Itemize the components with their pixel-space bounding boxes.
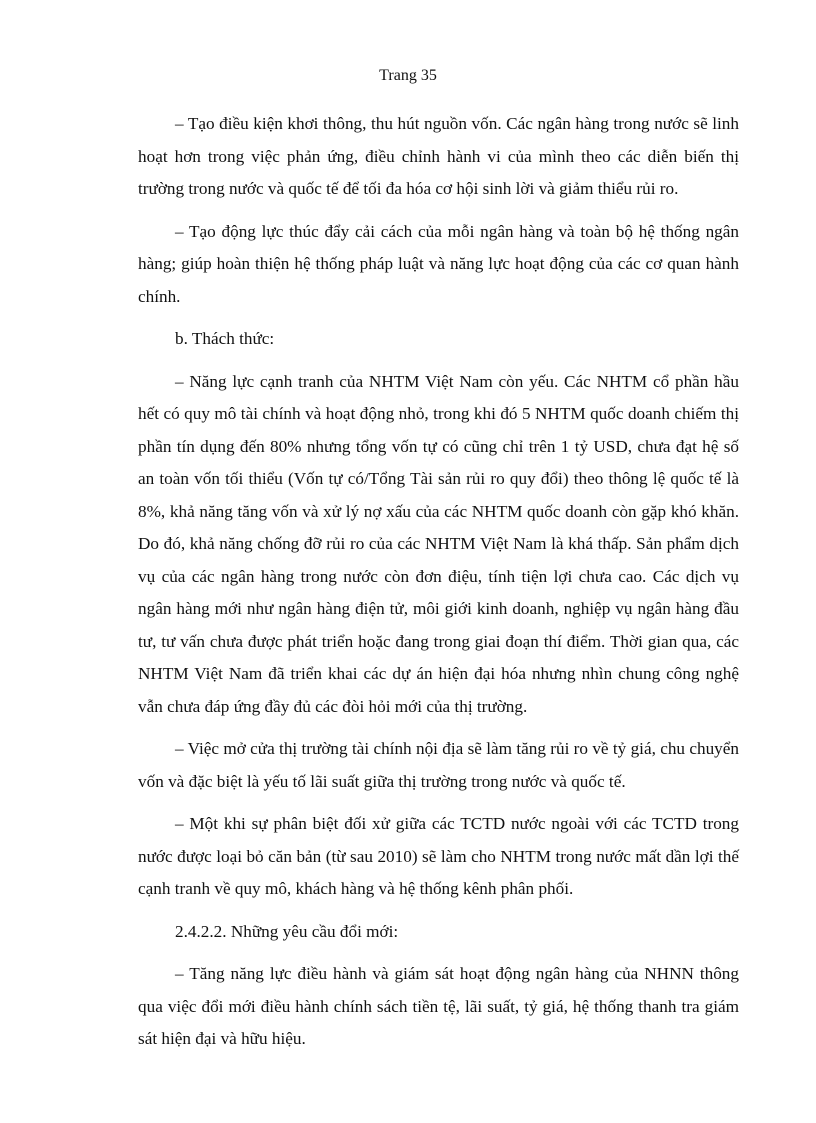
section-heading-renewal-requirements: 2.4.2.2. Những yêu cầu đổi mới: <box>175 921 399 941</box>
paragraph-capital-access: – Tạo điều kiện khơi thông, thu hút nguồn vốn. Các ngân hàng trong nước sẽ linh hoạt hơn trong việc phản ứng, điều chỉnh hành vi của mình theo các diễn biến thị trường trong nước và quốc tế để tối đa hóa cơ hội sinh lời và giảm thiểu rủi ro. <box>138 114 739 198</box>
paragraph-sbv-capacity: – Tăng năng lực điều hành và giám sát hoạt động ngân hàng của NHNN thông qua việc đổi mới điều hành chính sách tiền tệ, lãi suất, tỷ giá, hệ thống thanh tra giám sát hiện đại và hữu hiệu. <box>138 964 739 1048</box>
paragraph-reform-motivation: – Tạo động lực thúc đẩy cải cách của mỗi ngân hàng và toàn bộ hệ thống ngân hàng; giúp hoàn thiện hệ thống pháp luật và năng lực hoạt động của các cơ quan hành chính. <box>138 221 739 306</box>
paragraph-discrimination-removal: – Một khi sự phân biệt đối xử giữa các TCTD nước ngoài với các TCTD trong nước được loại bỏ căn bản (từ sau 2010) sẽ làm cho NHTM trong nước mất dần lợi thế cạnh tranh về quy mô, khách hàng và hệ thống kênh phân phối. <box>138 814 739 898</box>
section-heading-challenges: b. Thách thức: <box>175 329 275 348</box>
paragraph-competitiveness: – Năng lực cạnh tranh của NHTM Việt Nam còn yếu. Các NHTM cổ phần hầu hết có quy mô tài chính và hoạt động nhỏ, trong khi đó 5 NHTM quốc doanh chiếm thị phần tín dụng đến 80% nhưng tổng vốn tự có cũng chỉ trên 1 tỷ USD, chưa đạt hệ số an toàn vốn tối thiểu (Vốn tự có/Tổng Tài sản rủi ro quy đổi) theo thông lệ quốc tế là 8%, khả năng tăng vốn và xử lý nợ xấu của các NHTM quốc doanh còn gặp khó khăn. Do đó, khả năng chống đỡ rủi ro của các NHTM Việt Nam là khá thấp. Sản phẩm dịch vụ của các ngân hàng trong nước còn đơn điệu, tính tiện lợi chưa cao. Các dịch vụ ngân hàng mới như ngân hàng điện tử, môi giới kinh doanh, nghiệp vụ ngân hàng đầu tư, tư vấn chưa được phát triển hoặc đang trong giai đoạn thí điểm. Thời gian qua, các NHTM Việt Nam đã triển khai các dự án hiện đại hóa nhưng nhìn chung công nghệ vẫn chưa đáp ứng đầy đủ các đòi hỏi mới của thị trường. <box>138 371 739 716</box>
paragraph-market-opening-risk: – Việc mở cửa thị trường tài chính nội địa sẽ làm tăng rủi ro về tỷ giá, chu chuyển vốn và đặc biệt là yếu tố lãi suất giữa thị trường trong nước và quốc tế. <box>138 739 739 791</box>
body-text <box>138 108 739 1066</box>
page-number: Trang 35 <box>379 67 437 84</box>
